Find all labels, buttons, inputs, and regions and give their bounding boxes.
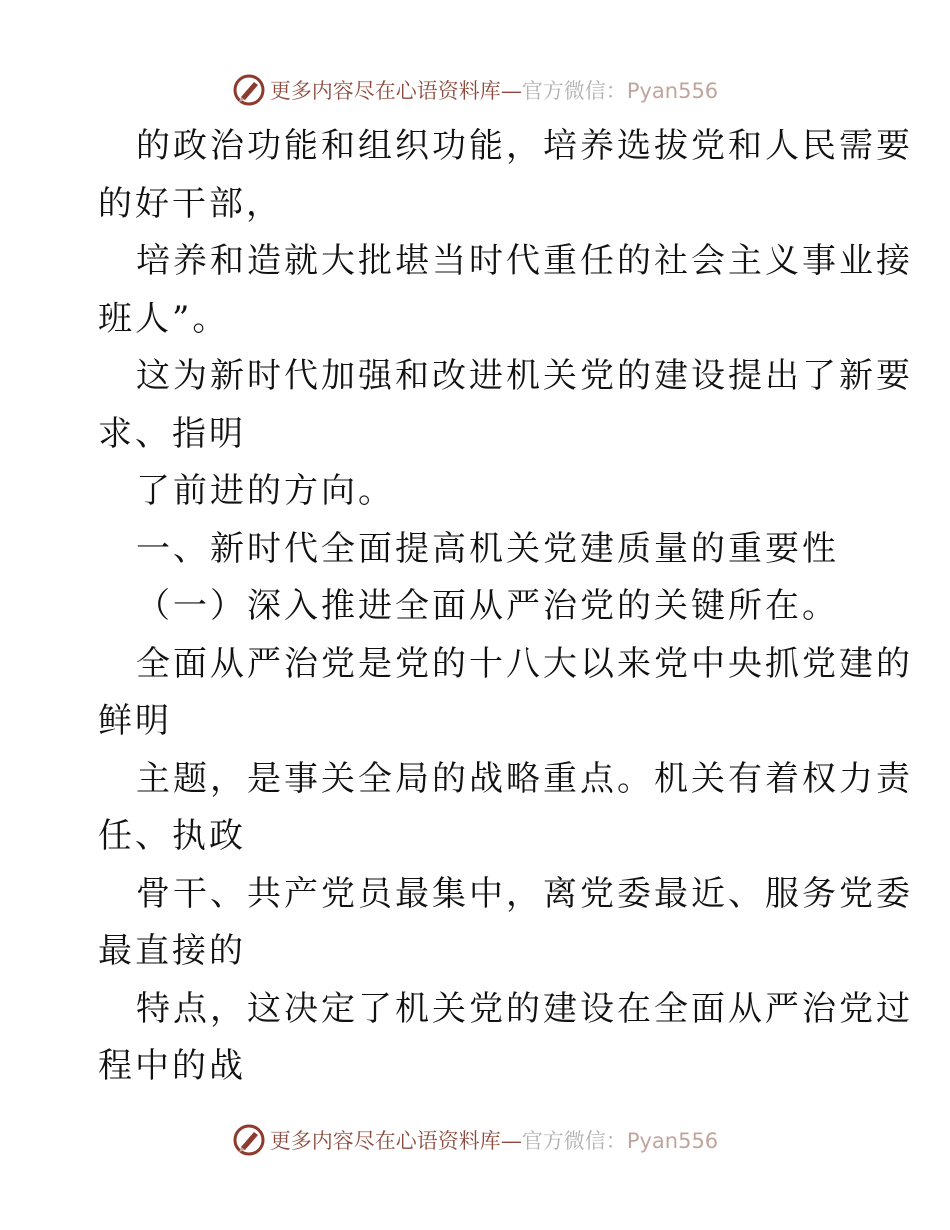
header-watermark (0, 70, 950, 110)
watermark-dash: — (500, 1129, 522, 1153)
watermark-official: 官方微信： (521, 1129, 627, 1153)
text-line: 全面从严治党是党的十八大以来党中央抓党建的 (136, 643, 913, 684)
watermark-wechat-id: Pyan556 (626, 1129, 719, 1153)
watermark-text (270, 1125, 718, 1155)
pen-logo-icon (232, 73, 266, 107)
text-line: 一、新时代全面提高机关党建质量的重要性 (136, 528, 839, 569)
watermark-wechat-id: Pyan556 (626, 79, 719, 103)
watermark-main: 更多内容尽在心语资料库 (269, 79, 501, 103)
text-line: 培养和造就大批堪当时代重任的社会主义事业接 (136, 241, 913, 281)
text-line: 了前进的方向。 (136, 471, 395, 511)
text-line: 主题，是事关全局的战略重点。机关有着权力责 (136, 758, 913, 799)
text-line: 骨干、共产党员最集中，离党委最近、服务党委 (136, 873, 913, 914)
watermark-main: 更多内容尽在心语资料库 (269, 1129, 501, 1153)
pen-logo-icon (232, 1123, 266, 1157)
text-line: 这为新时代加强和改进机关党的建设提出了新要 (136, 356, 913, 396)
watermark-dash: — (500, 79, 522, 103)
text-line: 最直接的 (98, 931, 246, 971)
text-line: 求、指明 (98, 413, 246, 454)
text-line: 任、执政 (98, 816, 246, 856)
text-line: 的政治功能和组织功能，培养选拔党和人民需要 (136, 126, 913, 166)
document-body (98, 118, 913, 1096)
text-line: 班人”。 (98, 298, 230, 339)
text-line: 程中的战 (98, 1046, 246, 1086)
watermark-official: 官方微信： (521, 79, 627, 103)
footer-watermark (0, 1120, 950, 1160)
text-line: 鲜明 (98, 701, 172, 741)
text-line: 特点，这决定了机关党的建设在全面从严治党过 (136, 988, 913, 1029)
watermark-text (270, 75, 718, 105)
text-line: 的好干部， (98, 183, 283, 224)
text-line: （一）深入推进全面从严治党的关键所在。 (136, 586, 839, 626)
